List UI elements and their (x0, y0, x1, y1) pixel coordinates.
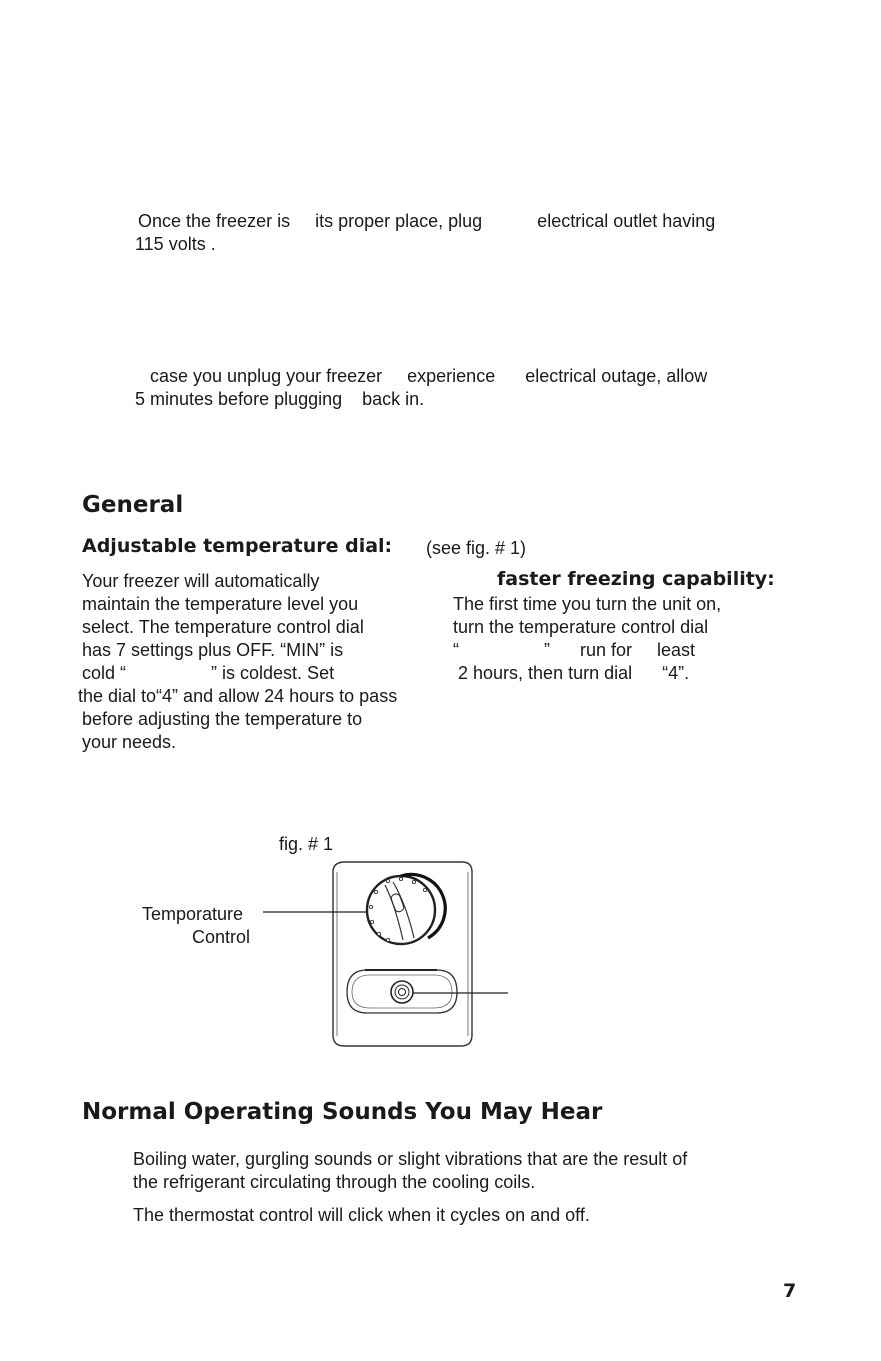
intro-paragraph-1-line-2: 115 volts . (135, 234, 216, 254)
general-left-line-6: the dial to“4” and allow 24 hours to pass (78, 686, 398, 706)
page-number: 7 (783, 1280, 797, 1302)
see-fig-reference: (see fig. # 1) (426, 538, 527, 558)
control-panel-illustration (255, 855, 525, 1055)
sounds-paragraph-1-line-1: Boiling water, gurgling sounds or slight vibrations that are the result of (133, 1149, 688, 1169)
intro-paragraph-2-line-1: case you unplug your freezer experience electrical outage, allow (135, 366, 708, 386)
general-left-line-3: select. The temperature control dial (82, 617, 364, 637)
general-left-line-4: has 7 settings plus OFF. “MIN” is (82, 640, 344, 660)
figure-label-line-1: Temporature (142, 904, 244, 924)
general-heading: General (82, 492, 184, 518)
general-left-line-1: Your freezer will automatically (82, 571, 320, 591)
faster-freezing-heading: faster freezing capability: (497, 568, 775, 590)
general-left-line-2: maintain the temperature level you (82, 594, 359, 614)
figure-label-line-2: Control (192, 927, 251, 947)
general-right-line-4: 2 hours, then turn dial “4”. (453, 663, 690, 683)
figure-caption: fig. # 1 (279, 834, 334, 854)
sounds-paragraph-2: The thermostat control will click when it cycles on and off. (133, 1205, 590, 1225)
general-right-line-1: The first time you turn the unit on, (453, 594, 722, 614)
general-right-line-3: “ ” run for least (453, 640, 696, 660)
sounds-heading: Normal Operating Sounds You May Hear (82, 1099, 603, 1125)
general-left-line-5: cold “ ” is coldest. Set (82, 663, 335, 683)
general-left-line-8: your needs. (82, 732, 177, 752)
temperature-dial[interactable] (367, 874, 445, 944)
general-left-line-7: before adjusting the temperature to (82, 709, 363, 729)
general-right-line-2: turn the temperature control dial (453, 617, 709, 637)
adjustable-dial-subheading: Adjustable temperature dial: (82, 535, 393, 557)
intro-paragraph-2-line-2: 5 minutes before plugging back in. (135, 389, 425, 409)
sounds-paragraph-1-line-2: the refrigerant circulating through the cooling coils. (133, 1172, 536, 1192)
intro-paragraph-1-line-1: Once the freezer is its proper place, plug electrical outlet having (133, 211, 716, 231)
indicator-light (391, 981, 413, 1003)
